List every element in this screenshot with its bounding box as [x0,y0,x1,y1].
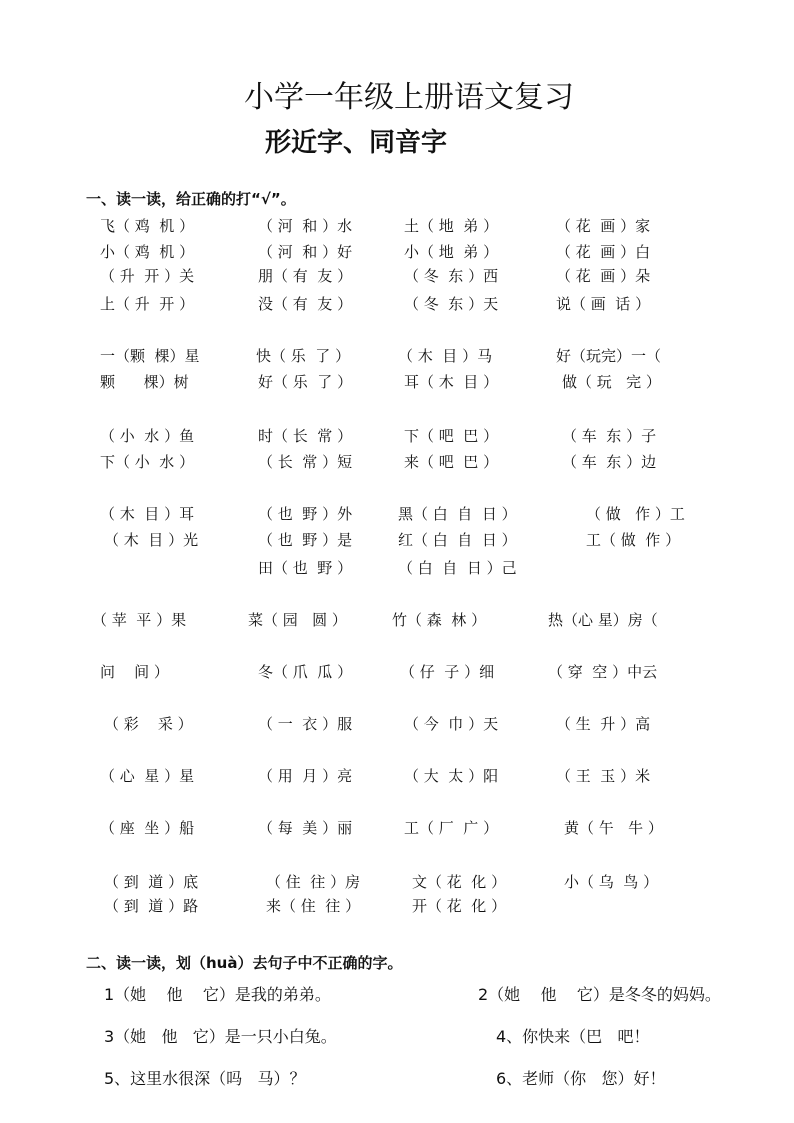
exercise-item: 来（ 吧 巴 ） [404,453,499,471]
exercise-item: （ 车 东 ）子 [562,427,657,445]
exercise-item: 上（ 升 开 ） [100,295,195,313]
exercise-item: 说（ 画 话 ） [556,295,651,313]
exercise-item: （ 花 画 ）白 [556,243,651,261]
exercise-item: 工（ 厂 广 ） [404,819,499,837]
exercise-item: 热（心 星）房（ [548,611,658,629]
exercise-item: （ 今 巾 ）天 [404,715,499,733]
exercise-item: 一（颗 棵）星 [100,347,200,365]
exercise-item: 朋（ 有 友 ） [258,267,353,285]
exercise-item: （ 也 野 ）是 [258,531,353,549]
exercise-item: （ 用 月 ）亮 [258,767,353,785]
section1-heading: 一、读一读，给正确的打“√”。 [86,190,296,208]
exercise-item: 文（ 花 化 ） [412,873,507,891]
exercise-item: 红（ 白 自 日 ） [398,531,517,549]
exercise-item: 开（ 花 化 ） [412,897,507,915]
exercise-item: 小（ 乌 鸟 ） [564,873,659,891]
sentence-4: 4、你快来（巴 吧！ [496,1027,650,1046]
exercise-item: （ 一 衣 ）服 [258,715,353,733]
exercise-item: （ 生 升 ）高 [556,715,651,733]
exercise-item: （ 河 和 ）水 [258,217,353,235]
exercise-item: （ 木 目 ）马 [398,347,493,365]
exercise-item: 时（ 长 常 ） [258,427,353,445]
exercise-item: （ 冬 东 ）天 [404,295,499,313]
exercise-item: （ 到 道 ）路 [104,897,199,915]
exercise-item: 下（ 吧 巴 ） [404,427,499,445]
exercise-item: 耳（ 木 目 ） [404,373,499,391]
exercise-item: （ 冬 东 ）西 [404,267,499,285]
exercise-item: 好（玩完）一（ [556,347,662,365]
exercise-item: 菜（ 园 圆 ） [248,611,347,629]
exercise-item: 冬（ 爪 瓜 ） [258,663,353,681]
exercise-item: 小（ 地 弟 ） [404,243,499,261]
exercise-item: （ 王 玉 ）米 [556,767,651,785]
exercise-item: （ 每 美 ）丽 [258,819,353,837]
exercise-item: 土（ 地 弟 ） [404,217,499,235]
exercise-item: （ 彩 采 ） [104,715,193,733]
sentence-1: 1（她 他 它）是我的弟弟。 [104,985,331,1004]
sentence-5: 5、这里水很深（吗 马）？ [104,1069,306,1088]
exercise-item: （ 也 野 ）外 [258,505,353,523]
exercise-item: 颗 棵）树 [100,373,189,391]
exercise-item: （ 座 坐 ）船 [100,819,195,837]
exercise-item: 没（ 有 友 ） [258,295,353,313]
exercise-item: 小（ 鸡 机 ） [100,243,195,261]
exercise-item: （ 住 往 ）房 [266,873,361,891]
sentence-3: 3（她 他 它）是一只小白兔。 [104,1027,337,1046]
exercise-item: 竹（ 森 林 ） [392,611,487,629]
exercise-item: （ 仔 子 ）细 [400,663,495,681]
exercise-item: 下（ 小 水 ） [100,453,195,471]
exercise-item: 好（ 乐 了 ） [258,373,353,391]
exercise-item: （ 升 开 ）关 [100,267,195,285]
exercise-item: （ 木 目 ）光 [104,531,199,549]
page-subtitle: 形近字、同音字 [265,128,448,158]
exercise-item: 工（ 做 作 ） [586,531,681,549]
exercise-item: （ 木 目 ）耳 [100,505,195,523]
section2-heading: 二、读一读，划（huà）去句子中不正确的字。 [86,954,403,972]
exercise-item: （ 小 水 ）鱼 [100,427,195,445]
exercise-item: （ 心 星 ）星 [100,767,195,785]
exercise-item: （ 长 常 ）短 [258,453,353,471]
exercise-item: （ 穿 空 ）中云 [548,663,658,681]
exercise-item: （ 到 道 ）底 [104,873,199,891]
exercise-item: 问 间 ） [100,663,169,681]
exercise-item: （ 白 自 日 ）己 [398,559,517,577]
page-title: 小学一年级上册语文复习 [244,80,574,115]
exercise-item: 黑（ 白 自 日 ） [398,505,517,523]
exercise-item: 来（ 住 往 ） [266,897,361,915]
exercise-item: 田（ 也 野 ） [258,559,353,577]
exercise-item: （ 花 画 ）朵 [556,267,651,285]
exercise-item: （ 车 东 ）边 [562,453,657,471]
exercise-item: 黄（ 午 牛 ） [564,819,663,837]
exercise-item: （ 花 画 ）家 [556,217,651,235]
exercise-item: （ 做 作 ）工 [586,505,685,523]
exercise-item: （ 河 和 ）好 [258,243,353,261]
exercise-item: 做（ 玩 完 ） [562,373,661,391]
exercise-item: 快（ 乐 了 ） [256,347,351,365]
exercise-item: 飞（ 鸡 机 ） [100,217,195,235]
exercise-item: （ 苹 平 ）果 [92,611,187,629]
sentence-6: 6、老师（你 您）好！ [496,1069,666,1088]
exercise-item: （ 大 太 ）阳 [404,767,499,785]
sentence-2: 2（她 他 它）是冬冬的妈妈。 [478,985,721,1004]
